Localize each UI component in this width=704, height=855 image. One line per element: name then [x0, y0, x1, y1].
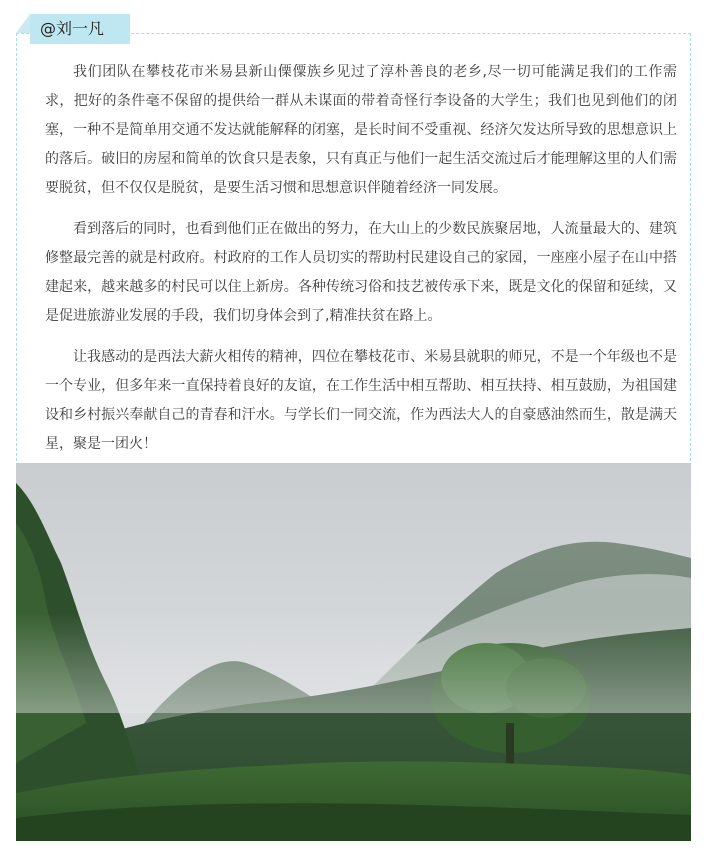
- paragraph-1: 我们团队在攀枝花市米易县新山傈僳族乡见过了淳朴善良的老乡,尽一切可能满足我们的工作需求，把好的条件毫不保留的提供给一群从未谋面的带着奇怪行李设备的大学生；我们也见到他们的闭塞，一种不是简单用交通不发达就能解释的闭塞，是长时间不受重视、经济欠发达所导致的思想意识上的落后。破旧的房屋和简单的饮食只是表象，只有真正与他们一起生活交流过后才能理解这里的人们需要脱贫，但不仅仅是脱贫，是要生活习惯和思想意识伴随着经济一同发展。: [45, 64, 677, 196]
- paragraph-3: 让我感动的是西法大薪火相传的精神，四位在攀枝花市、米易县就职的师兄，不是一个年级也不是一个专业，但多年来一直保持着良好的友谊，在工作生活中相互帮助、相互扶持、相互鼓励，为祖国建设和乡村振兴奉献自己的青春和汗水。与学长们一同交流，作为西法大人的自豪感油然而生，散是满天星，聚是一团火！: [45, 349, 677, 452]
- author-tag: @刘一凡: [30, 14, 130, 44]
- article-body: [45, 58, 677, 471]
- tag-corner-decoration: [16, 14, 30, 33]
- mountain-forest-photo: [16, 463, 691, 841]
- paragraph-2: 看到落后的同时，也看到他们正在做出的努力，在大山上的少数民族聚居地，人流量最大的、建筑修整最完善的就是村政府。村政府的工作人员切实的帮助村民建设自己的家园，一座座小屋子在山中搭建起来，越来越多的村民可以住上新房。各种传统习俗和技艺被传承下来，既是文化的保留和延续，又是促进旅游业发展的手段，我们切身体会到了,精准扶贫在路上。: [45, 221, 677, 324]
- photo-illustration: [16, 463, 691, 841]
